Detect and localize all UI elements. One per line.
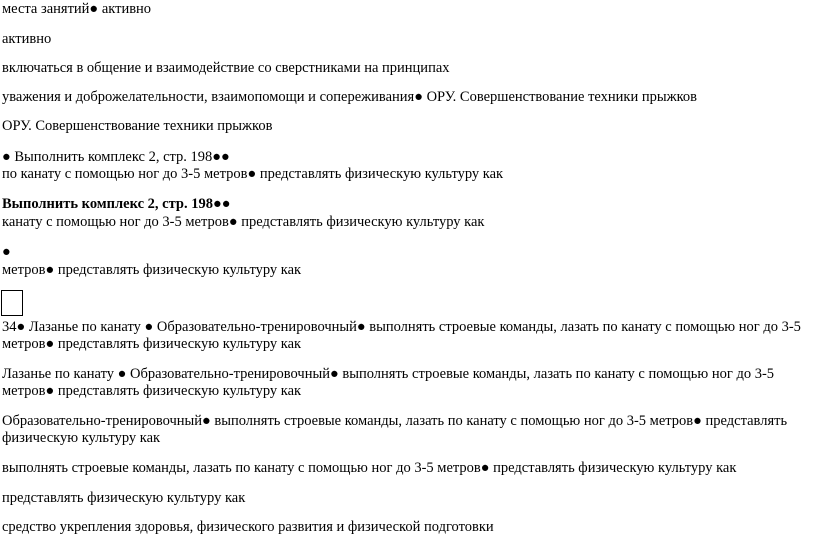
text-line-12: 34● Лазанье по канату ● Образовательно-тренировочный● выполнять строевые команды, лазать по канату с помощью ног до 3-5	[2, 319, 801, 335]
text-line-14: Лазанье по канату ● Образовательно-тренировочный● выполнять строевые команды, лазать по канату с помощью ног до 3-5	[2, 366, 775, 382]
text-line-3: включаться в общение и взаимодействие со сверстниками на принципах	[2, 60, 450, 76]
text-line-4: уважения и доброжелательности, взаимопомощи и сопереживания● ОРУ. Совершенствование техники прыжков	[2, 89, 698, 105]
text-line-10: ●	[2, 244, 11, 260]
text-line-6: ● Выполнить комплекс 2, стр. 198●●	[2, 149, 230, 165]
text-line-19: представлять физическую культуру как	[2, 490, 246, 506]
text-line-2: активно	[2, 31, 52, 47]
text-line-11: метров● представлять физическую культуру как	[2, 262, 302, 278]
text-line-9: канату с помощью ног до 3-5 метров● представлять физическую культуру как	[2, 214, 485, 230]
text-line-15: метров● представлять физическую культуру как	[2, 383, 302, 399]
text-line-18: выполнять строевые команды, лазать по канату с помощью ног до 3-5 метров● представлять физическую культуру как	[2, 460, 737, 476]
text-line-16: Образовательно-тренировочный● выполнять строевые команды, лазать по канату с помощью ног до 3-5 метров● представлять	[2, 413, 788, 429]
text-line-5: ОРУ. Совершенствование техники прыжков	[2, 118, 273, 134]
text-line-17: физическую культуру как	[2, 430, 161, 446]
text-line-13: метров● представлять физическую культуру как	[2, 336, 302, 352]
text-line-1: места занятий● активно	[2, 1, 152, 17]
text-line-20: средство укрепления здоровья, физического развития и физической подготовки	[2, 519, 494, 535]
text-line-7: по канату с помощью ног до 3-5 метров● представлять физическую культуру как	[2, 166, 504, 182]
text-line-8: Выполнить комплекс 2, стр. 198●●	[2, 196, 231, 212]
empty-checkbox-frame	[1, 290, 23, 316]
